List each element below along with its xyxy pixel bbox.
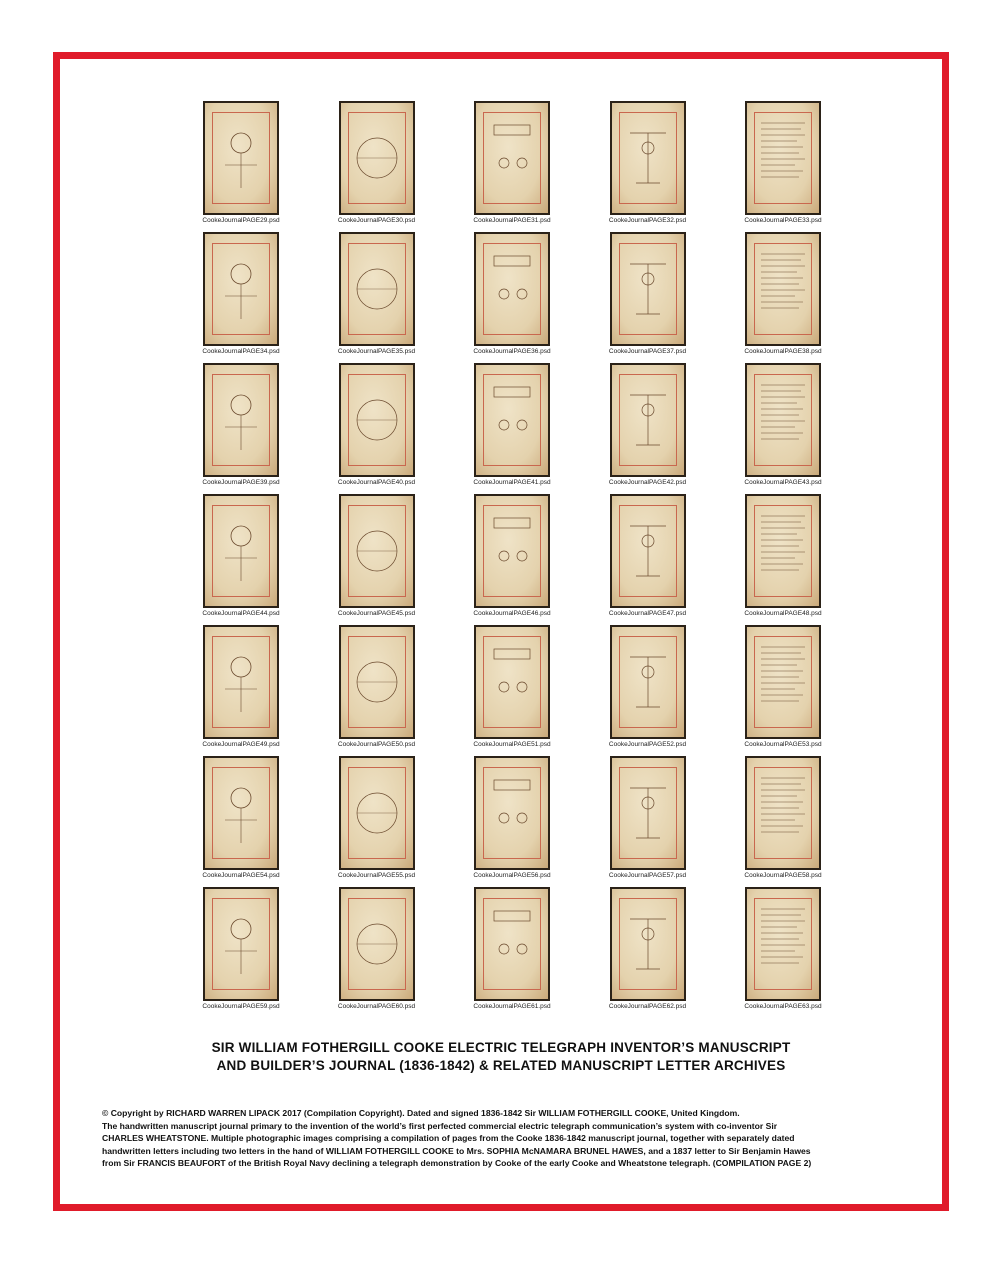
- manuscript-page-image: [339, 887, 415, 1001]
- manuscript-page-image: [745, 756, 821, 870]
- page-filename: CookeJournalPAGE34.psd: [202, 348, 280, 355]
- journal-page-thumbnail: [743, 625, 823, 756]
- page-filename: CookeJournalPAGE35.psd: [337, 348, 416, 355]
- manuscript-page-image: [474, 887, 550, 1001]
- journal-page-thumbnail: [743, 232, 823, 363]
- manuscript-page-image: [203, 101, 279, 215]
- page-filename: CookeJournalPAGE63.psd: [744, 1003, 822, 1010]
- title-line-2: AND BUILDER’S JOURNAL (1836-1842) & RELATED MANUSCRIPT LETTER ARCHIVES: [216, 1058, 786, 1073]
- journal-page-thumbnail: [608, 756, 688, 887]
- page-sketch: [341, 627, 413, 737]
- journal-page-thumbnail: [608, 625, 688, 756]
- page-sketch: [747, 758, 819, 868]
- journal-page-thumbnail: [337, 232, 417, 363]
- page-filename: CookeJournalPAGE46.psd: [473, 610, 551, 617]
- page-sketch: [341, 365, 413, 475]
- manuscript-page-image: [610, 625, 686, 739]
- copyright-line-4: handwritten letters including two letters in the hand of WILLIAM FOTHERGILL COOKE to Mrs. SOPHIA McNAMARA BRUNEL HAWES, and a 1837 letter to Sir Benjamin Hawes: [102, 1145, 811, 1156]
- page-filename: CookeJournalPAGE58.psd: [744, 872, 822, 879]
- page-sketch: [476, 103, 548, 213]
- manuscript-page-image: [339, 232, 415, 346]
- manuscript-page-image: [203, 625, 279, 739]
- manuscript-page-image: [203, 887, 279, 1001]
- page-sketch: [747, 627, 819, 737]
- manuscript-page-image: [474, 232, 550, 346]
- journal-page-thumbnail: [201, 625, 281, 756]
- journal-page-thumbnail: [472, 625, 552, 756]
- manuscript-page-image: [610, 494, 686, 608]
- manuscript-page-image: [474, 756, 550, 870]
- page-filename: CookeJournalPAGE39.psd: [202, 479, 280, 486]
- journal-page-thumbnail: [201, 232, 281, 363]
- journal-page-thumbnail: [608, 363, 688, 494]
- journal-page-thumbnail: [337, 625, 417, 756]
- page-sketch: [205, 889, 277, 999]
- page-sketch: [612, 365, 684, 475]
- journal-page-thumbnail: [608, 494, 688, 625]
- manuscript-page-image: [339, 625, 415, 739]
- red-frame: [53, 52, 949, 1211]
- thumbnail-grid: [201, 101, 823, 1018]
- page-filename: CookeJournalPAGE31.psd: [473, 217, 551, 224]
- journal-page-thumbnail: [608, 101, 688, 232]
- manuscript-page-image: [203, 494, 279, 608]
- page-sketch: [205, 758, 277, 868]
- thumbnail-row: [201, 363, 823, 494]
- page-sketch: [476, 627, 548, 737]
- page-sketch: [612, 496, 684, 606]
- page-sketch: [476, 758, 548, 868]
- journal-page-thumbnail: [472, 494, 552, 625]
- page-sketch: [205, 496, 277, 606]
- page-filename: CookeJournalPAGE41.psd: [473, 479, 551, 486]
- manuscript-page-image: [610, 756, 686, 870]
- page-filename: CookeJournalPAGE54.psd: [202, 872, 280, 879]
- page-sketch: [747, 365, 819, 475]
- page-filename: CookeJournalPAGE48.psd: [744, 610, 822, 617]
- manuscript-page-image: [339, 756, 415, 870]
- page-sketch: [747, 103, 819, 213]
- manuscript-page-image: [474, 494, 550, 608]
- page-filename: CookeJournalPAGE61.psd: [473, 1003, 551, 1010]
- page-sketch: [612, 889, 684, 999]
- copyright-line-5: from Sir FRANCIS BEAUFORT of the British Royal Navy declining a telegraph demonstration by Cooke of the early Cooke and Wheatstone telegraph. (COMPILATION PAGE 2): [102, 1158, 812, 1168]
- journal-page-thumbnail: [608, 887, 688, 1018]
- journal-page-thumbnail: [743, 887, 823, 1018]
- manuscript-page-image: [474, 101, 550, 215]
- manuscript-page-image: [610, 101, 686, 215]
- page-filename: CookeJournalPAGE36.psd: [473, 348, 551, 355]
- page-filename: CookeJournalPAGE50.psd: [337, 741, 416, 748]
- page-filename: CookeJournalPAGE62.psd: [608, 1003, 687, 1010]
- journal-page-thumbnail: [201, 101, 281, 232]
- copyright-line-3: CHARLES WHEATSTONE. Multiple photographic images comprising a compilation of pages from the Cooke 1836-1842 manuscript journal, together with separately dated: [102, 1133, 795, 1143]
- journal-page-thumbnail: [743, 101, 823, 232]
- page-filename: CookeJournalPAGE59.psd: [202, 1003, 280, 1010]
- journal-page-thumbnail: [743, 756, 823, 887]
- journal-page-thumbnail: [743, 494, 823, 625]
- manuscript-page-image: [745, 887, 821, 1001]
- thumbnail-row: [201, 232, 823, 363]
- manuscript-page-image: [203, 232, 279, 346]
- page-filename: CookeJournalPAGE51.psd: [473, 741, 551, 748]
- journal-page-thumbnail: [743, 363, 823, 494]
- journal-page-thumbnail: [337, 363, 417, 494]
- manuscript-page-image: [745, 494, 821, 608]
- page-filename: CookeJournalPAGE47.psd: [608, 610, 687, 617]
- compilation-title: [60, 1039, 942, 1075]
- page-sketch: [612, 234, 684, 344]
- manuscript-page-image: [203, 363, 279, 477]
- page-filename: CookeJournalPAGE55.psd: [337, 872, 416, 879]
- thumbnail-row: [201, 101, 823, 232]
- page-sketch: [205, 365, 277, 475]
- copyright-line-2: The handwritten manuscript journal primary to the invention of the world’s first perfected commercial electric telegraph communication’s system with co-inventor Sir: [102, 1120, 778, 1131]
- page-filename: CookeJournalPAGE56.psd: [473, 872, 551, 879]
- journal-page-thumbnail: [201, 494, 281, 625]
- journal-page-thumbnail: [472, 363, 552, 494]
- manuscript-page-image: [203, 756, 279, 870]
- manuscript-page-image: [339, 363, 415, 477]
- journal-page-thumbnail: [337, 101, 417, 232]
- page-filename: CookeJournalPAGE45.psd: [337, 610, 416, 617]
- title-line-1: SIR WILLIAM FOTHERGILL COOKE ELECTRIC TELEGRAPH INVENTOR’S MANUSCRIPT: [211, 1040, 791, 1055]
- page-sketch: [205, 627, 277, 737]
- page-filename: CookeJournalPAGE30.psd: [337, 217, 416, 224]
- manuscript-page-image: [474, 363, 550, 477]
- thumbnail-row: [201, 625, 823, 756]
- page-filename: CookeJournalPAGE49.psd: [202, 741, 280, 748]
- page-filename: CookeJournalPAGE60.psd: [337, 1003, 416, 1010]
- thumbnail-row: [201, 494, 823, 625]
- page-filename: CookeJournalPAGE44.psd: [202, 610, 280, 617]
- journal-page-thumbnail: [201, 887, 281, 1018]
- page-filename: CookeJournalPAGE42.psd: [608, 479, 687, 486]
- page-sketch: [612, 758, 684, 868]
- copyright-notice: [102, 1107, 912, 1170]
- journal-page-thumbnail: [201, 363, 281, 494]
- page-sketch: [341, 889, 413, 999]
- manuscript-page-image: [474, 625, 550, 739]
- page-filename: CookeJournalPAGE38.psd: [744, 348, 822, 355]
- thumbnail-row: [201, 756, 823, 887]
- journal-page-thumbnail: [201, 756, 281, 887]
- thumbnail-row: [201, 887, 823, 1018]
- page-sketch: [341, 234, 413, 344]
- manuscript-page-image: [339, 494, 415, 608]
- page-sketch: [476, 889, 548, 999]
- page-filename: CookeJournalPAGE29.psd: [202, 217, 280, 224]
- page-sketch: [341, 496, 413, 606]
- journal-page-thumbnail: [337, 887, 417, 1018]
- journal-page-thumbnail: [472, 232, 552, 363]
- journal-page-thumbnail: [472, 887, 552, 1018]
- journal-page-thumbnail: [608, 232, 688, 363]
- page-filename: CookeJournalPAGE57.psd: [608, 872, 687, 879]
- page-filename: CookeJournalPAGE37.psd: [608, 348, 687, 355]
- page-filename: CookeJournalPAGE53.psd: [744, 741, 822, 748]
- copyright-line-1: © Copyright by RICHARD WARREN LIPACK 2017 (Compilation Copyright). Dated and signed 1836-1842 Sir WILLIAM FOTHERGILL COOKE, United Kingdom.: [102, 1108, 740, 1118]
- page-sketch: [341, 758, 413, 868]
- manuscript-page-image: [745, 625, 821, 739]
- page-sketch: [205, 103, 277, 213]
- journal-page-thumbnail: [472, 756, 552, 887]
- page-sketch: [476, 234, 548, 344]
- journal-page-thumbnail: [337, 756, 417, 887]
- manuscript-page-image: [610, 232, 686, 346]
- page-sketch: [747, 889, 819, 999]
- manuscript-page-image: [610, 363, 686, 477]
- journal-page-thumbnail: [472, 101, 552, 232]
- manuscript-page-image: [339, 101, 415, 215]
- page-filename: CookeJournalPAGE33.psd: [744, 217, 822, 224]
- page-filename: CookeJournalPAGE43.psd: [744, 479, 822, 486]
- page-sketch: [747, 496, 819, 606]
- page-filename: CookeJournalPAGE32.psd: [608, 217, 687, 224]
- page-sketch: [341, 103, 413, 213]
- page-sketch: [205, 234, 277, 344]
- manuscript-page-image: [745, 363, 821, 477]
- page-sketch: [476, 496, 548, 606]
- journal-page-thumbnail: [337, 494, 417, 625]
- page-filename: CookeJournalPAGE40.psd: [337, 479, 416, 486]
- manuscript-page-image: [745, 232, 821, 346]
- manuscript-page-image: [610, 887, 686, 1001]
- page-sketch: [612, 103, 684, 213]
- page-sketch: [612, 627, 684, 737]
- page-sketch: [476, 365, 548, 475]
- page-sketch: [747, 234, 819, 344]
- manuscript-page-image: [745, 101, 821, 215]
- page-filename: CookeJournalPAGE52.psd: [608, 741, 687, 748]
